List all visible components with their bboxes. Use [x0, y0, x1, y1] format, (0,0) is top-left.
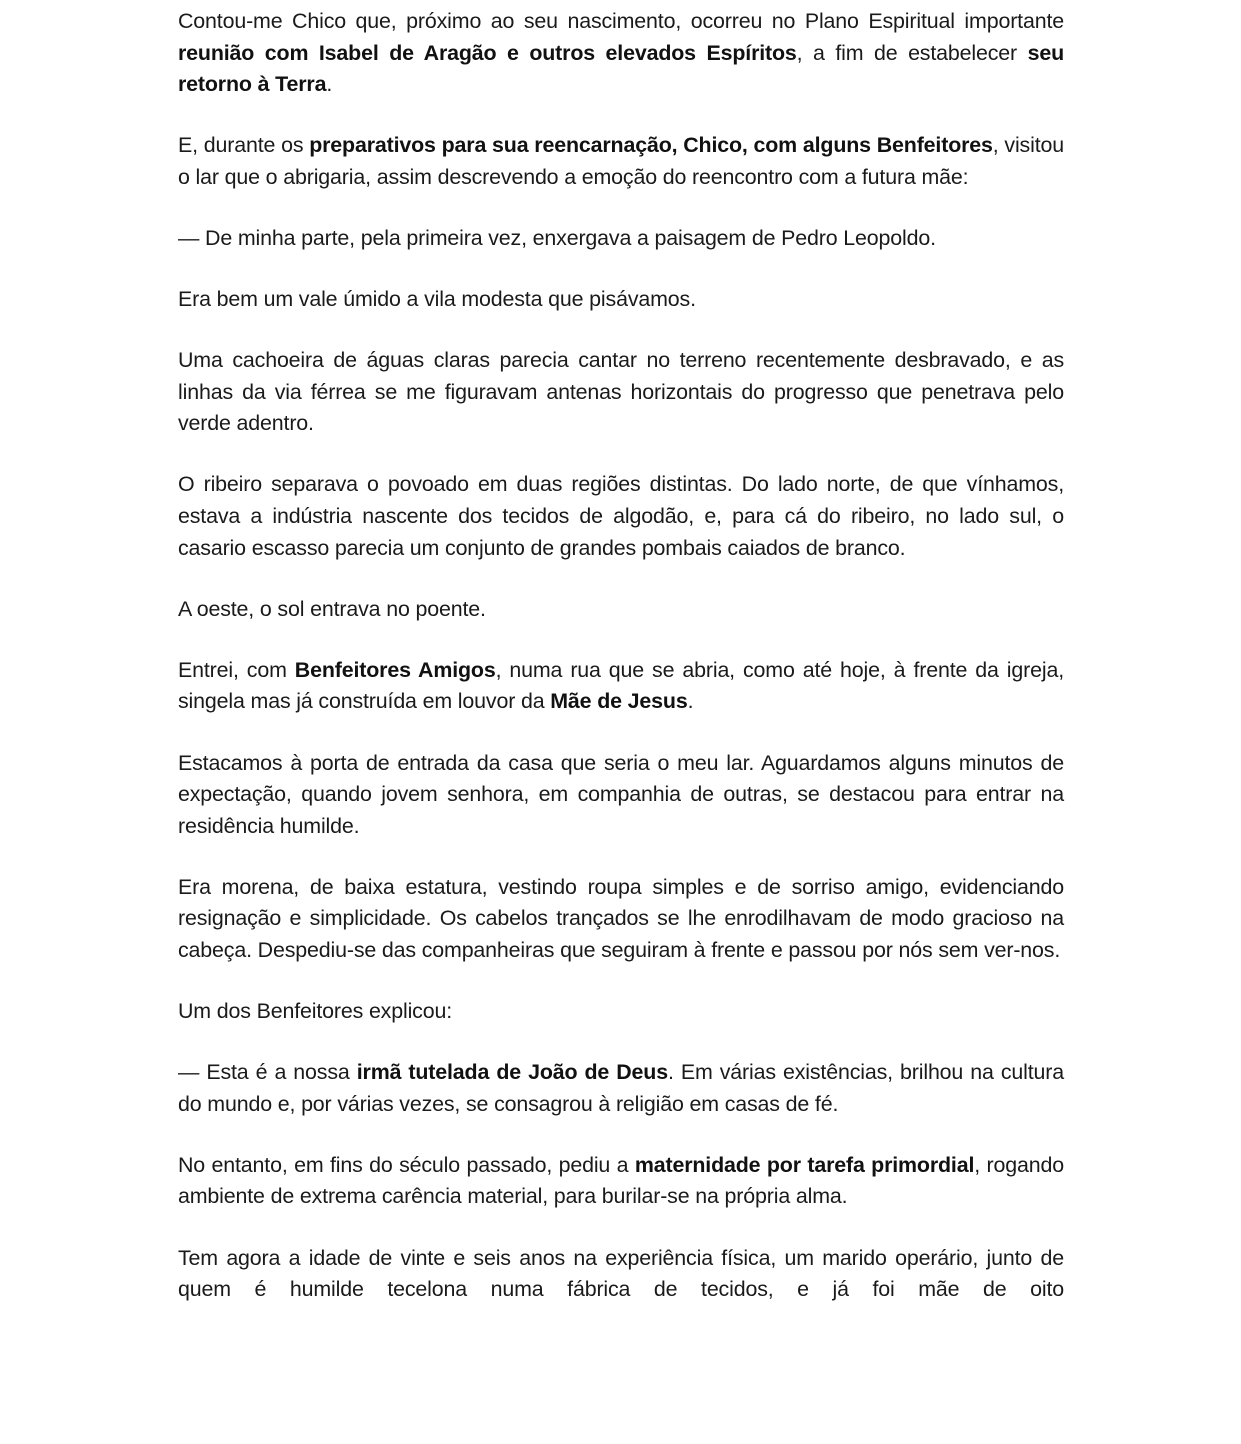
text-run: Era morena, de baixa estatura, vestindo roupa simples e de sorriso amigo, evidenciando resignação e simplicidade. Os cabelos trançados se lhe enrodilhavam de modo gracioso na cabeça. Despediu-se das companheiras que seguiram à frente e passou por nós sem ver-nos.	[178, 874, 1064, 962]
text-run: . Em várias existências, brilhou na cultura do mundo e, por várias vezes, se consagrou à religião em casas de fé.	[178, 1060, 1065, 1116]
paragraph-14	[178, 1243, 1064, 1306]
text-run: — Esta é a nossa	[178, 1060, 357, 1085]
bold-text-run: seu retorno à Terra	[178, 40, 1064, 97]
bold-text-run: Benfeitores Amigos	[294, 657, 496, 682]
text-run: No entanto, em fins do século passado, pediu a	[178, 1152, 635, 1177]
text-run: Uma cachoeira de águas claras parecia cantar no terreno recentemente desbravado, e as linhas da via férrea se me figuravam antenas horizontais do progresso que penetrava pelo verde adentro.	[178, 348, 1064, 436]
text-run: Tem agora a idade de vinte e seis anos na experiência física, um marido operário, junto de quem é humilde tecelona numa fábrica de tecidos, e já foi mãe de oito	[178, 1245, 1064, 1302]
paragraph-13	[178, 1150, 1064, 1213]
text-run: Era bem um vale úmido a vila modesta que pisávamos.	[178, 287, 696, 312]
text-run: , rogando ambiente de extrema carência material, para burilar-se na própria alma.	[178, 1152, 1064, 1209]
paragraph-11	[178, 996, 1064, 1028]
text-run: .	[326, 72, 333, 97]
bold-text-run: preparativos para sua reencarnação, Chico, com alguns Benfeitores	[309, 133, 993, 158]
document-page	[178, 6, 1064, 1335]
text-run: E, durante os	[178, 133, 310, 158]
text-run: Estacamos à porta de entrada da casa que seria o meu lar. Aguardamos alguns minutos de expectação, quando jovem senhora, em companhia de outras, se destacou para entrar na residência humilde.	[178, 750, 1064, 838]
paragraph-4	[178, 284, 1064, 316]
text-run: , numa rua que se abria, como até hoje, à frente da igreja, singela mas já construída em louvor da	[178, 657, 1064, 714]
paragraph-6	[178, 469, 1064, 564]
text-run: Entrei, com	[178, 657, 295, 682]
paragraph-7	[178, 594, 1064, 626]
bold-text-run: Mãe de Jesus	[550, 689, 688, 714]
text-run: , a fim de estabelecer	[796, 40, 1028, 65]
paragraph-1	[178, 6, 1064, 101]
paragraph-5	[178, 345, 1064, 440]
paragraph-9	[178, 748, 1064, 843]
text-run: Um dos Benfeitores explicou:	[178, 999, 453, 1024]
paragraph-12	[178, 1057, 1064, 1120]
bold-text-run: reunião com Isabel de Aragão e outros elevados Espíritos	[178, 40, 797, 65]
paragraph-10	[178, 872, 1064, 967]
paragraph-2	[178, 130, 1064, 193]
bold-text-run: irmã tutelada de João de Deus	[356, 1060, 668, 1085]
text-run: — De minha parte, pela primeira vez, enxergava a paisagem de Pedro Leopoldo.	[178, 225, 936, 250]
text-run: .	[687, 689, 694, 714]
text-run: A oeste, o sol entrava no poente.	[178, 596, 486, 621]
text-run: O ribeiro separava o povoado em duas regiões distintas. Do lado norte, de que vínhamos, estava a indústria nascente dos tecidos de algodão, e, para cá do ribeiro, no lado sul, o casario escasso parecia um conjunto de grandes pombais caiados de branco.	[178, 472, 1064, 560]
text-run: Contou-me Chico que, próximo ao seu nascimento, ocorreu no Plano Espiritual importante	[178, 9, 1064, 33]
text-run: , visitou o lar que o abrigaria, assim descrevendo a emoção do reencontro com a futura mãe:	[178, 133, 1064, 189]
paragraph-8	[178, 655, 1064, 718]
paragraph-3	[178, 223, 1064, 255]
bold-text-run: maternidade por tarefa primordial	[634, 1152, 975, 1177]
